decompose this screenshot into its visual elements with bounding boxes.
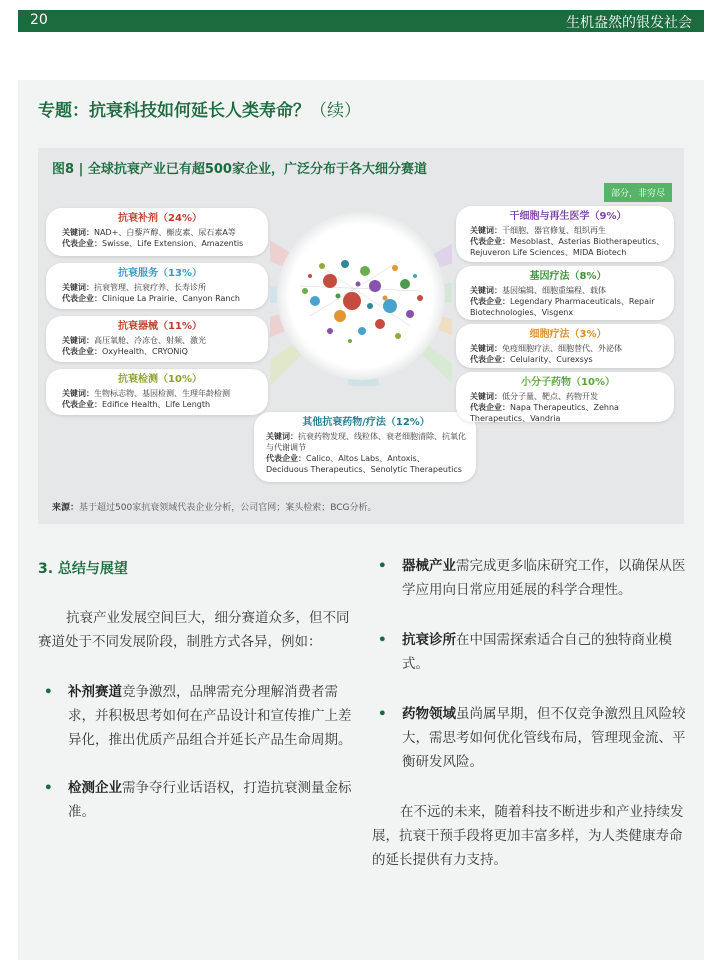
header-title: 生机盎然的银发社会: [566, 15, 692, 31]
card-supplements-keywords: 关键词：NAD+、白藜芦醇、槲皮素、尿石素A等: [62, 228, 236, 237]
page-number: 20: [30, 12, 48, 28]
card-other-keywords: 关键词：抗衰药物发现、线粒体、衰老细胞清除、抗氧化与代谢调节: [266, 432, 466, 452]
card-testing-companies: 代表企业：Edifice Health、Life Length: [62, 400, 211, 409]
card-smallmol: [456, 372, 674, 422]
card-services-keywords: 关键词：抗衰管理、抗衰疗养、长寿诊所: [62, 283, 206, 292]
summary-left-column: [38, 558, 358, 824]
card-supplements-name: 抗衰补剂（24%）: [118, 213, 202, 224]
figure-tag: 部分，非穷尽: [604, 183, 672, 202]
figure-8: [38, 148, 684, 524]
card-testing-keywords: 关键词：生物标志物、基因检测、生理年龄检测: [62, 389, 230, 398]
card-gene-name: 基因疗法（8%）: [529, 271, 607, 282]
card-other-companies: 代表企业：Calico、Altos Labs、Antoxis、Deciduous Therapeutics、Senolytic Therapeutics: [266, 454, 462, 474]
card-services-companies: 代表企业：Clinique La Prairie、Canyon Ranch: [62, 294, 240, 303]
card-services: [46, 263, 268, 309]
card-gene-companies: 代表企业：Legendary Pharmaceuticals、Repair Biotechnologies、Visgenx: [470, 297, 655, 317]
bullet-devices: • 器械产业需完成更多临床研究工作，以确保从医学应用向日常应用延展的科学合理性。: [378, 558, 686, 598]
card-devices: [46, 316, 268, 362]
card-other: [254, 412, 476, 482]
card-testing-name: 抗衰检测（10%）: [118, 374, 202, 385]
summary-heading: 3. 总结与展望: [38, 561, 128, 577]
card-testing: [46, 369, 268, 415]
card-stemcell-companies: 代表企业：Mesoblast、Asterias Biotherapeutics、Rejuveron Life Sciences、MIDA Biotech: [470, 237, 665, 257]
card-devices-name: 抗衰器械（11%）: [118, 321, 202, 332]
card-smallmol-name: 小分子药物（10%）: [521, 377, 615, 388]
summary-right-column: [372, 558, 692, 872]
card-smallmol-companies: 代表企业：Napa Therapeutics、Zehna Therapeutics、Vandria: [470, 403, 619, 423]
card-devices-companies: 代表企业：OxyHealth、CRYONiQ: [62, 347, 188, 356]
section-continued: （续）: [310, 101, 361, 121]
bullet-drugs: • 药物领域虽尚属早期，但不仅竞争激烈且风险较大，需思考如何优化管线布局，管理现金流、平衡研发风险。: [378, 706, 686, 770]
card-cell-name: 细胞疗法（3%）: [529, 329, 607, 340]
figure-title: 图8 | 全球抗衰产业已有超500家企业，广泛分布于各大细分赛道: [52, 162, 427, 177]
summary-intro: 抗衰产业发展空间巨大，细分赛道众多，但不同赛道处于不同发展阶段，制胜方式各异，例如：: [38, 610, 350, 650]
card-devices-keywords: 关键词：高压氧舱、冷冻仓、射频、激光: [62, 336, 206, 345]
bullet-clinics: • 抗衰诊所在中国需探索适合自己的独特商业模式。: [378, 632, 672, 672]
card-smallmol-keywords: 关键词：低分子量、靶点、药物开发: [470, 392, 598, 401]
card-supplements-companies: 代表企业：Swisse、Life Extension、Amazentis: [62, 239, 244, 248]
card-cell-keywords: 关键词：免疫细胞疗法、细胞替代、外泌体: [470, 344, 622, 353]
figure-source: 来源：基于超过500家抗衰领域代表企业分析，公司官网；案头检索；BCG分析。: [52, 503, 377, 513]
card-cell: [456, 324, 674, 368]
card-cell-companies: 代表企业：Celularity、Curexsys: [470, 355, 593, 364]
card-services-name: 抗衰服务（13%）: [118, 268, 202, 279]
card-supplements: [46, 208, 268, 256]
card-stemcell-keywords: 关键词：干细胞、器官修复、组织再生: [470, 226, 606, 235]
summary-conclusion: 在不远的未来，随着科技不断进步和产业持续发展，抗衰干预手段将更加丰富多样，为人类健康寿命的延长提供有力支持。: [372, 804, 684, 868]
header-bar: [18, 10, 704, 32]
bubble-illustration: [270, 206, 452, 386]
section-title-text: 专题：抗衰科技如何延长人类寿命？: [38, 101, 310, 121]
card-other-name: 其他抗衰药物/疗法（12%）: [302, 417, 430, 428]
card-gene-keywords: 关键词：基因编辑、细胞重编程、载体: [470, 286, 606, 295]
section-title: [38, 96, 361, 121]
card-gene: [456, 266, 674, 320]
card-stemcell: [456, 206, 674, 262]
bullet-testing: • 检测企业需争夺行业话语权，打造抗衰测量金标准。: [44, 780, 352, 820]
bullet-supplements: • 补剂赛道竞争激烈，品牌需充分理解消费者需求，并积极思考如何在产品设计和宣传推广上差异化，推出优质产品组合并延长产品生命周期。: [44, 684, 352, 748]
card-stemcell-name: 干细胞与再生医学（9%）: [509, 211, 627, 222]
